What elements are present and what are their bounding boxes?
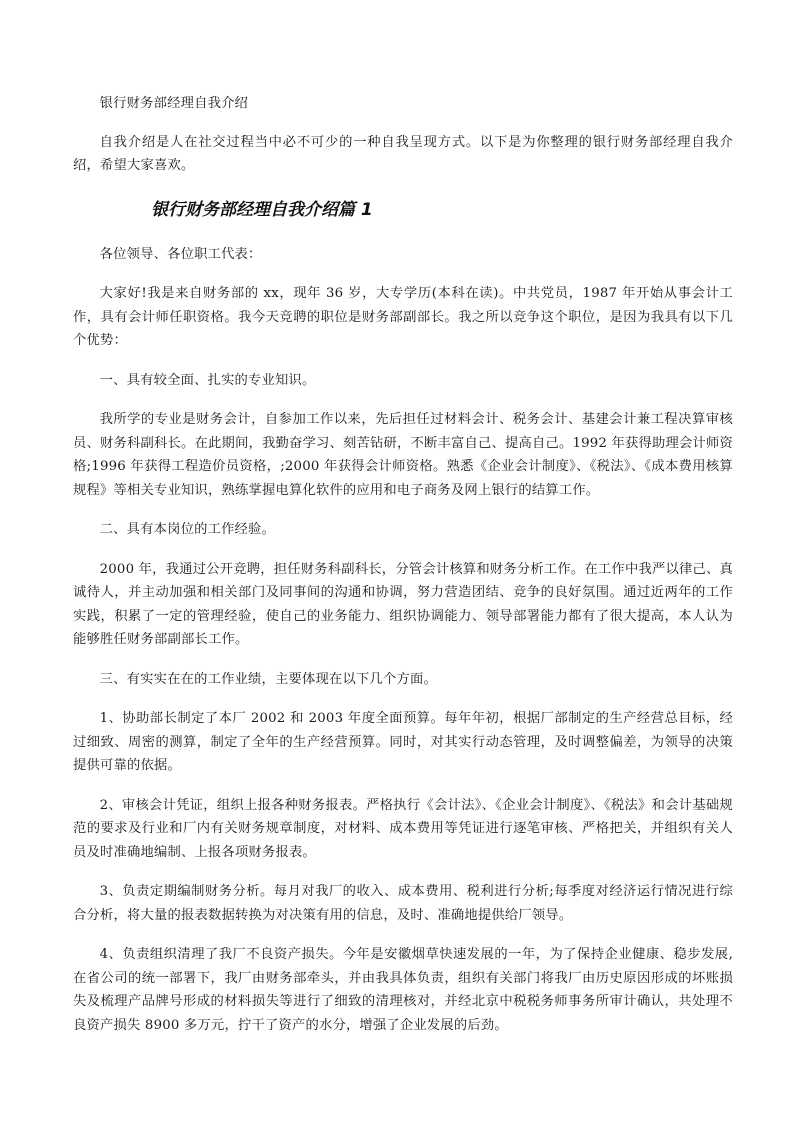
point-heading-paragraph: 一、具有较全面、扎实的专业知识。 xyxy=(99,372,316,388)
section-heading: 银行财务部经理自我介绍篇 1 xyxy=(151,199,373,220)
document-title: 银行财务部经理自我介绍 xyxy=(99,96,249,111)
salutation-paragraph: 各位领导、各位职工代表： xyxy=(99,246,262,262)
point-heading-paragraph: 二、具有本岗位的工作经验。 xyxy=(99,522,276,537)
body-paragraph: 2、审核会计凭证，组织上报各种财务报表。严格执行《会计法》、《企业会计制度》、《税法》和会计基础规范的要求及行业和厂内有关财务规章制度，对材料、成本费用等凭证进行逐笔审核、严格把关，并组织有关人员及时准确地编制、上报各项财务报表。 xyxy=(73,797,733,860)
intro-paragraph: 自我介绍是人在社交过程当中必不可少的一种自我呈现方式。以下是为你整理的银行财务部经理自我介绍，希望大家喜欢。 xyxy=(73,134,733,173)
body-paragraph: 2000 年，我通过公开竞聘，担任财务科副科长，分管会计核算和财务分析工作。在工作中我严以律己、真诚待人，并主动加强和相关部门及同事间的沟通和协调，努力营造团结、竞争的良好氛围。通过近两年的工作实践，积累了一定的管理经验，使自己的业务能力、组织协调能力、领导部署能力都有了很大提高，本人认为能够胜任财务部副部长工作。 xyxy=(73,561,733,647)
body-paragraph: 1、协助部长制定了本厂 2002 和 2003 年度全面预算。每年年初，根据厂部制定的生产经营总目标，经过细致、周密的测算，制定了全年的生产经营预算。同时，对其实行动态管理，及时调整偏差，为领导的决策提供可靠的依据。 xyxy=(73,711,733,773)
body-paragraph: 我所学的专业是财务会计，自参加工作以来，先后担任过材料会计、税务会计、基建会计兼工程决算审核员、财务科副科长。在此期间，我勤奋学习、刻苦钻研，不断丰富自己、提高自己。1992 年获得助理会计师资格;1996 年获得工程造价员资格，;2000 年获得会计师资格。熟悉《企业会计制度》、《税法》、《成本费用核算规程》等相关专业知识，熟练掌握电算化软件的应用和电子商务及网上银行的结算工作。 xyxy=(73,412,733,498)
body-paragraph: 3、负责定期编制财务分析。每月对我厂的收入、成本费用、税利进行分析;每季度对经济运行情况进行综合分析，将大量的报表数据转换为对决策有用的信息，及时、准确地提供给厂领导。 xyxy=(73,884,733,923)
document-page xyxy=(73,92,733,1053)
body-paragraph: 大家好!我是来自财务部的 xx，现年 36 岁，大专学历(本科在读)。中共党员，1987 年开始从事会计工作，具有会计师任职资格。我今天竞聘的职位是财务部副部长。我之所以竞争这个职位，是因为我具有以下几个优势： xyxy=(73,286,733,348)
point-heading-paragraph: 三、有实实在在的工作业绩，主要体现在以下几个方面。 xyxy=(99,671,438,687)
body-paragraph: 4、负责组织清理了我厂不良资产损失。今年是安徽烟草快速发展的一年，为了保持企业健康、稳步发展,在省公司的统一部署下，我厂由财务部牵头，并由我具体负责，组织有关部门将我厂由历史原因形成的坏账损失及梳理产品牌号形成的材料损失等进行了细致的清理核对，并经北京中税税务师事务所审计确认，共处理不良资产损失 8900 多万元，拧干了资产的水分，增强了企业发展的后劲。 xyxy=(73,947,733,1033)
